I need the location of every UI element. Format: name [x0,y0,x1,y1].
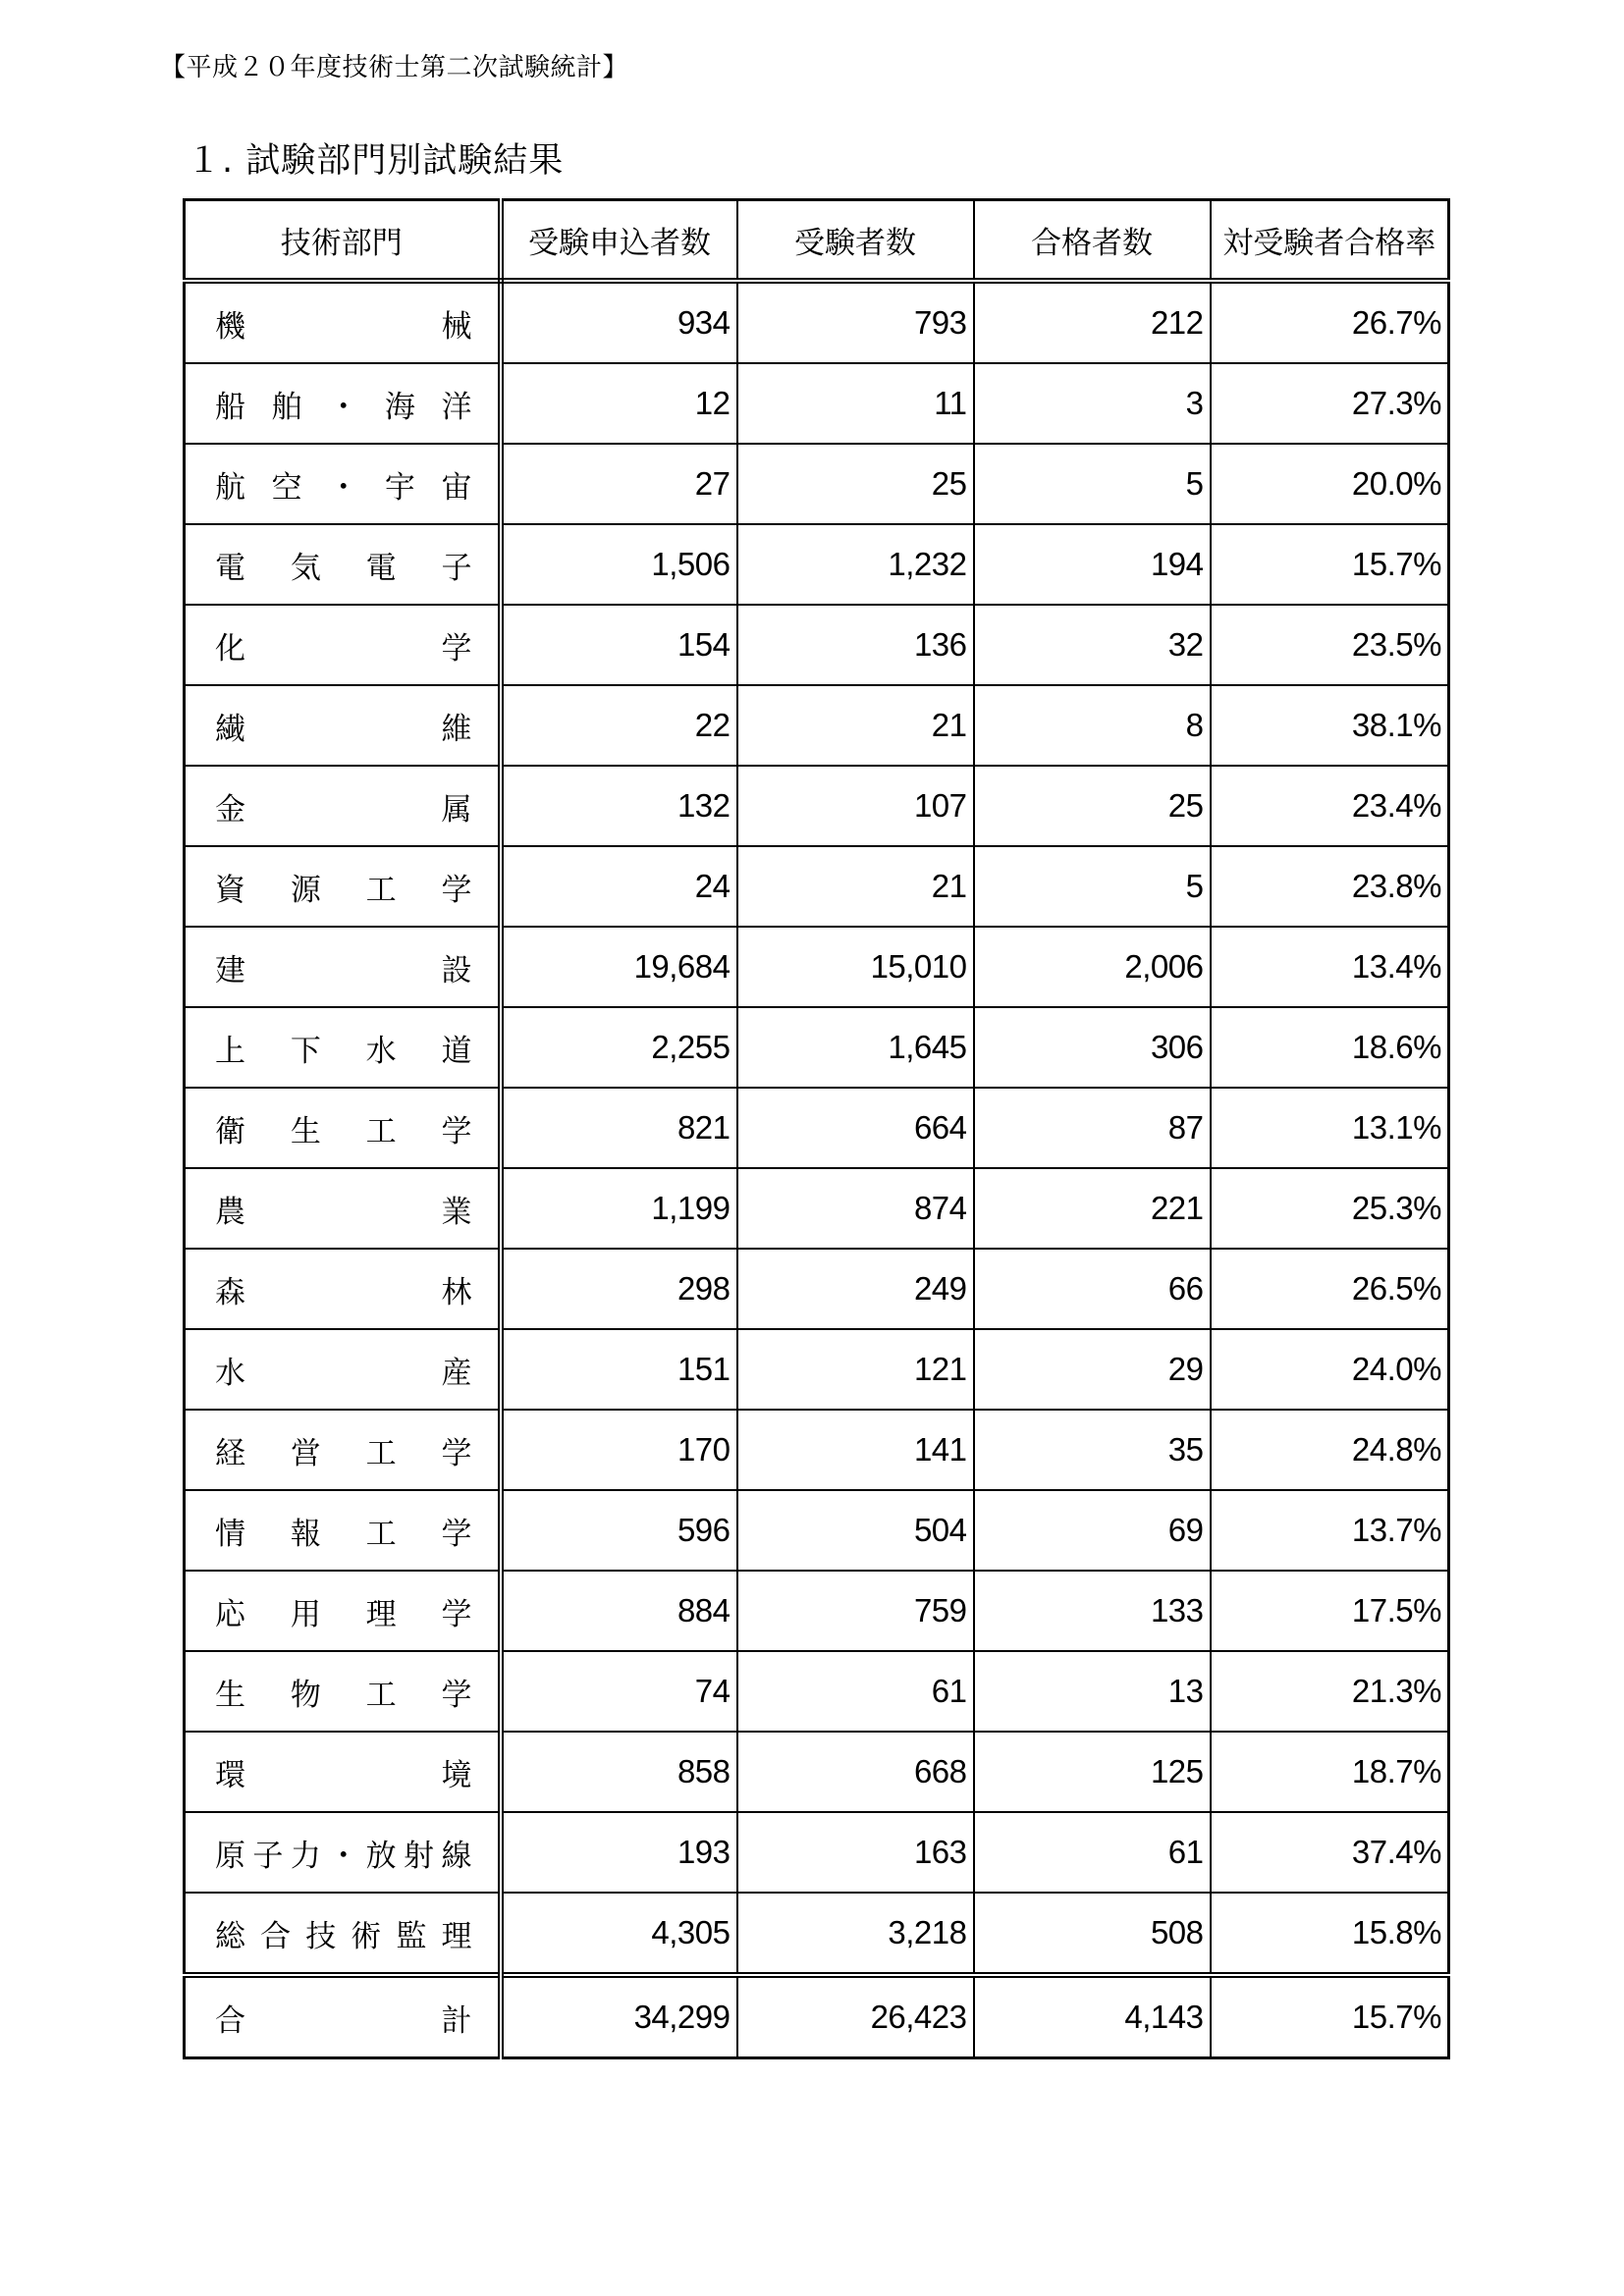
cell-pass-rate: 23.4% [1211,766,1449,846]
cell-passed: 212 [974,281,1211,363]
cell-pass-rate: 18.6% [1211,1007,1449,1088]
cell-applicants: 74 [501,1651,737,1732]
table-row [185,1732,1449,1812]
cell-passed: 32 [974,605,1211,685]
department-char: 環 [215,1757,245,1793]
department-char: 維 [441,711,472,747]
cell-passed: 5 [974,846,1211,927]
cell-examinees: 21 [737,846,974,927]
department-char: 属 [441,791,472,828]
cell-applicants: 24 [501,846,737,927]
cell-pass-rate: 17.5% [1211,1571,1449,1651]
department-char: 工 [365,1113,397,1149]
column-header-examinees: 受験者数 [737,200,974,282]
table-row [185,444,1449,524]
cell-examinees: 15,010 [737,927,974,1007]
cell-passed: 69 [974,1490,1211,1571]
cell-department [185,1732,501,1812]
department-char: 洋 [441,389,472,425]
cell-department [185,444,501,524]
column-header-applicants: 受験申込者数 [501,200,737,282]
department-char: 境 [441,1757,472,1793]
table-header-row [185,200,1449,282]
department-char: 農 [215,1194,245,1230]
table-row [185,1651,1449,1732]
table-row [185,1571,1449,1651]
cell-examinees: 668 [737,1732,974,1812]
cell-passed: 87 [974,1088,1211,1168]
department-char: 学 [441,1113,472,1149]
cell-applicants: 34,299 [501,1975,737,2058]
department-char: 放 [365,1838,397,1874]
department-char: 生 [290,1113,321,1149]
department-char: 工 [365,872,397,908]
department-char: 械 [441,308,472,345]
cell-department [185,1490,501,1571]
department-char: 用 [290,1596,321,1632]
department-char: 営 [290,1435,321,1471]
cell-examinees: 11 [737,363,974,444]
cell-department [185,766,501,846]
cell-applicants: 821 [501,1088,737,1168]
cell-department [185,524,501,605]
cell-examinees: 163 [737,1812,974,1893]
department-char: 総 [215,1918,245,1954]
department-char: 工 [365,1677,397,1713]
cell-pass-rate: 15.8% [1211,1893,1449,1975]
cell-passed: 13 [974,1651,1211,1732]
department-char: 衛 [215,1113,245,1149]
department-char: 子 [441,550,472,586]
cell-pass-rate: 13.4% [1211,927,1449,1007]
cell-passed: 35 [974,1410,1211,1490]
department-char: 子 [252,1838,284,1874]
section-title: １. 試験部門別試験結果 [187,141,565,181]
department-char: ・ [328,469,359,506]
department-char: 上 [215,1033,245,1069]
department-char: 船 [215,389,245,425]
department-char: 学 [441,1596,472,1632]
cell-passed: 25 [974,766,1211,846]
cell-passed: 5 [974,444,1211,524]
cell-pass-rate: 25.3% [1211,1168,1449,1249]
cell-applicants: 298 [501,1249,737,1329]
cell-examinees: 141 [737,1410,974,1490]
table-body [185,281,1449,2058]
cell-examinees: 759 [737,1571,974,1651]
cell-pass-rate: 26.7% [1211,281,1449,363]
department-char: 水 [365,1033,397,1069]
table-row [185,1168,1449,1249]
department-char: 道 [441,1033,472,1069]
department-char: 力 [290,1838,321,1874]
department-char: 学 [441,872,472,908]
cell-applicants: 19,684 [501,927,737,1007]
cell-department [185,1410,501,1490]
cell-passed: 3 [974,363,1211,444]
table-row [185,281,1449,363]
department-char: 水 [215,1355,245,1391]
department-char: 工 [365,1435,397,1471]
cell-pass-rate: 13.7% [1211,1490,1449,1571]
cell-pass-rate: 15.7% [1211,524,1449,605]
cell-passed: 66 [974,1249,1211,1329]
table-row [185,1249,1449,1329]
cell-pass-rate: 18.7% [1211,1732,1449,1812]
cell-department [185,1329,501,1410]
cell-pass-rate: 21.3% [1211,1651,1449,1732]
department-char: 森 [215,1274,245,1310]
cell-department [185,927,501,1007]
cell-pass-rate: 26.5% [1211,1249,1449,1329]
department-char: 情 [215,1516,245,1552]
department-char: 工 [365,1516,397,1552]
department-char: 学 [441,1677,472,1713]
department-char: 合 [260,1918,292,1954]
cell-applicants: 2,255 [501,1007,737,1088]
table-row [185,1812,1449,1893]
cell-applicants: 154 [501,605,737,685]
department-char: 電 [215,550,245,586]
cell-department [185,605,501,685]
department-char: 電 [365,550,397,586]
cell-examinees: 3,218 [737,1893,974,1975]
cell-pass-rate: 38.1% [1211,685,1449,766]
table-total-row [185,1975,1449,2058]
department-char: 計 [441,2002,472,2039]
department-char: 気 [290,550,321,586]
cell-applicants: 27 [501,444,737,524]
department-char: 業 [441,1194,472,1230]
department-char: 学 [441,630,472,667]
department-char: 監 [396,1918,427,1954]
cell-department [185,1007,501,1088]
cell-department [185,1651,501,1732]
department-char: 物 [290,1677,321,1713]
cell-department [185,1975,501,2058]
table-row [185,363,1449,444]
cell-examinees: 61 [737,1651,974,1732]
document-header: 【平成２０年度技術士第二次試験統計】 [160,53,629,82]
column-header-department: 技術部門 [185,200,501,282]
department-char: 原 [215,1838,245,1874]
department-char: 報 [290,1516,321,1552]
cell-pass-rate: 23.8% [1211,846,1449,927]
department-char: 機 [215,308,245,345]
cell-applicants: 1,506 [501,524,737,605]
table-row [185,1329,1449,1410]
cell-applicants: 132 [501,766,737,846]
cell-examinees: 504 [737,1490,974,1571]
table-row [185,1490,1449,1571]
cell-department [185,1812,501,1893]
cell-applicants: 596 [501,1490,737,1571]
department-char: 繊 [215,711,245,747]
department-char: 化 [215,630,245,667]
table-row [185,846,1449,927]
department-char: 林 [441,1274,472,1310]
department-char: ・ [328,1838,359,1874]
table-row [185,524,1449,605]
cell-examinees: 1,232 [737,524,974,605]
cell-examinees: 874 [737,1168,974,1249]
cell-passed: 194 [974,524,1211,605]
department-char: 建 [215,952,245,988]
cell-pass-rate: 24.0% [1211,1329,1449,1410]
cell-pass-rate: 15.7% [1211,1975,1449,2058]
cell-department [185,1571,501,1651]
cell-passed: 133 [974,1571,1211,1651]
department-char: 理 [441,1918,472,1954]
cell-passed: 306 [974,1007,1211,1088]
cell-passed: 8 [974,685,1211,766]
cell-applicants: 1,199 [501,1168,737,1249]
department-char: 設 [441,952,472,988]
cell-passed: 29 [974,1329,1211,1410]
cell-passed: 221 [974,1168,1211,1249]
cell-examinees: 21 [737,685,974,766]
cell-applicants: 193 [501,1812,737,1893]
department-char: 海 [384,389,415,425]
department-char: 金 [215,791,245,828]
department-char: 宙 [441,469,472,506]
department-char: 理 [365,1596,397,1632]
table-row [185,685,1449,766]
department-char: 生 [215,1677,245,1713]
cell-department [185,1249,501,1329]
cell-applicants: 170 [501,1410,737,1490]
department-char: 射 [404,1838,435,1874]
cell-examinees: 26,423 [737,1975,974,2058]
cell-department [185,1168,501,1249]
cell-applicants: 858 [501,1732,737,1812]
cell-passed: 125 [974,1732,1211,1812]
cell-examinees: 25 [737,444,974,524]
cell-passed: 508 [974,1893,1211,1975]
department-char: 応 [215,1596,245,1632]
cell-applicants: 934 [501,281,737,363]
department-char: 合 [215,2002,245,2039]
cell-pass-rate: 13.1% [1211,1088,1449,1168]
cell-applicants: 884 [501,1571,737,1651]
department-char: 学 [441,1516,472,1552]
department-char: 源 [290,872,321,908]
cell-applicants: 12 [501,363,737,444]
department-char: 航 [215,469,245,506]
department-char: 術 [351,1918,382,1954]
cell-pass-rate: 24.8% [1211,1410,1449,1490]
table-row [185,1410,1449,1490]
column-header-passed: 合格者数 [974,200,1211,282]
table-row [185,1893,1449,1975]
cell-department [185,685,501,766]
cell-passed: 4,143 [974,1975,1211,2058]
cell-examinees: 664 [737,1088,974,1168]
cell-examinees: 107 [737,766,974,846]
cell-department [185,846,501,927]
table-row [185,927,1449,1007]
exam-results-table [183,198,1450,2059]
cell-department [185,1893,501,1975]
cell-examinees: 1,645 [737,1007,974,1088]
table-row [185,605,1449,685]
cell-applicants: 151 [501,1329,737,1410]
table-row [185,766,1449,846]
department-char: 技 [305,1918,337,1954]
cell-passed: 61 [974,1812,1211,1893]
cell-pass-rate: 23.5% [1211,605,1449,685]
department-char: 線 [441,1838,472,1874]
cell-department [185,281,501,363]
cell-applicants: 4,305 [501,1893,737,1975]
department-char: 学 [441,1435,472,1471]
department-char: 資 [215,872,245,908]
department-char: 空 [271,469,302,506]
cell-applicants: 22 [501,685,737,766]
cell-examinees: 793 [737,281,974,363]
cell-pass-rate: 27.3% [1211,363,1449,444]
table-row [185,1088,1449,1168]
cell-pass-rate: 20.0% [1211,444,1449,524]
department-char: 舶 [271,389,302,425]
column-header-pass-rate: 対受験者合格率 [1211,200,1449,282]
department-char: ・ [328,389,359,425]
department-char: 下 [290,1033,321,1069]
department-char: 産 [441,1355,472,1391]
department-char: 宇 [384,469,415,506]
cell-passed: 2,006 [974,927,1211,1007]
department-char: 経 [215,1435,245,1471]
cell-department [185,1088,501,1168]
table-row [185,1007,1449,1088]
cell-examinees: 121 [737,1329,974,1410]
cell-examinees: 136 [737,605,974,685]
cell-department [185,363,501,444]
cell-examinees: 249 [737,1249,974,1329]
cell-pass-rate: 37.4% [1211,1812,1449,1893]
